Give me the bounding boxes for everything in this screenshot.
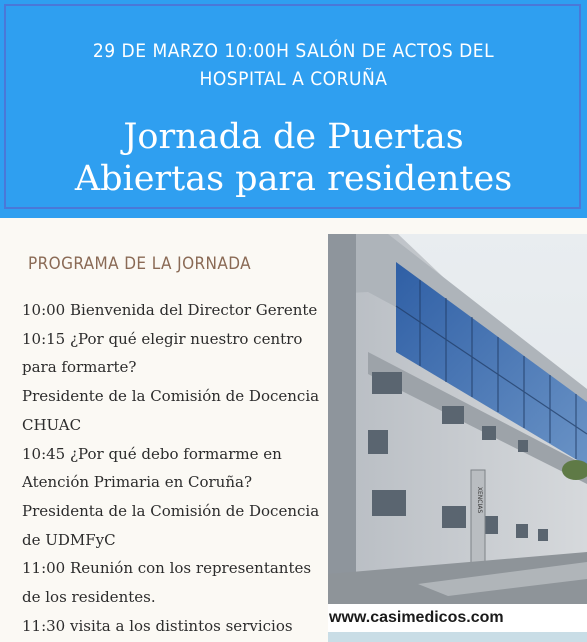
program-line: Atención Primaria en Coruña? xyxy=(22,473,252,492)
program-line: Presidenta de la Comisión de Docencia xyxy=(22,501,320,520)
program-line: de los residentes. xyxy=(22,588,156,607)
event-title-line-1: Jornada de Puertas xyxy=(123,117,464,157)
program-line: CHUAC xyxy=(22,415,82,434)
sign-text: XENCIAS xyxy=(476,486,483,514)
program-list xyxy=(22,296,334,640)
website-url[interactable]: www.casimedicos.com xyxy=(328,604,587,632)
program-line: Presidente de la Comisión de Docencia xyxy=(22,387,320,406)
program-line: para formarte? xyxy=(22,358,137,377)
program-line: 10:15 ¿Por qué elegir nuestro centro xyxy=(22,329,303,348)
program-heading: PROGRAMA DE LA JORNADA xyxy=(28,254,251,274)
hospital-building-photo xyxy=(328,234,587,604)
program-line: 11:00 Reunión con los representantes xyxy=(22,559,312,578)
program-line: 10:45 ¿Por qué debo formarme en xyxy=(22,444,282,463)
event-date-location-line-1: 29 DE MARZO 10:00H SALÓN DE ACTOS DEL xyxy=(92,40,495,62)
header-banner xyxy=(0,0,587,218)
program-line: 10:00 Bienvenida del Director Gerente xyxy=(22,301,318,319)
event-title-line-2: Abiertas para residentes xyxy=(74,159,513,199)
event-date-location-line-2: HOSPITAL A CORUÑA xyxy=(199,68,388,90)
program-line: 11:30 visita a los distintos servicios xyxy=(22,616,293,635)
bottom-photo-strip xyxy=(328,632,587,642)
program-line: de UDMFyC xyxy=(22,530,116,549)
